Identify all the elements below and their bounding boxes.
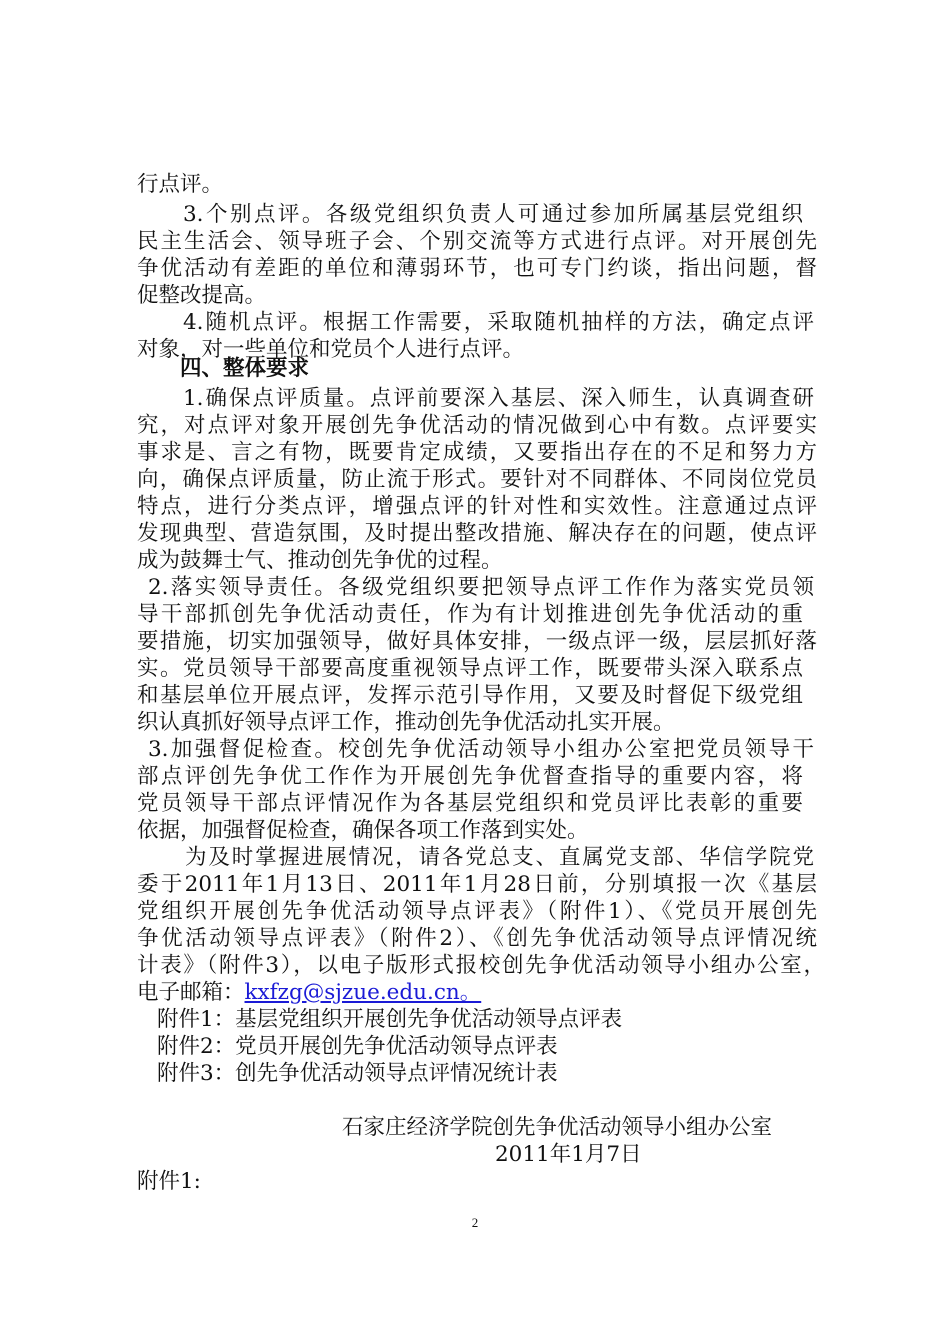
text-line: 对象，对一些单位和党员个人进行点评。	[137, 337, 525, 362]
text-line: 党员领导干部点评情况作为各基层党组织和党员评比表彰的重要	[137, 791, 803, 816]
text-line: 争优活动领导点评表》（附件2）、《创先争优活动领导点评情况统	[137, 926, 817, 951]
text-line: 1.确保点评质量。点评前要深入基层、深入师生，认真调查研	[183, 386, 814, 411]
text-line: 和基层单位开展点评，发挥示范引导作用，又要及时督促下级党组	[137, 683, 803, 708]
text-line: 行点评。	[137, 172, 224, 197]
text-line: 事求是、言之有物，既要肯定成绩，又要指出存在的不足和努力方	[137, 440, 817, 465]
text-line: 导干部抓创先争优活动责任，作为有计划推进创先争优活动的重	[137, 602, 803, 627]
text-line: 依据，加强督促检查，确保各项工作落到实处。	[137, 818, 589, 843]
text-line: 部点评创先争优工作作为开展创先争优督查指导的重要内容，将	[137, 764, 803, 789]
text-line: 2.落实领导责任。各级党组织要把领导点评工作作为落实党员领	[148, 575, 814, 600]
text-line: 织认真抓好领导点评工作，推动创先争优活动扎实开展。	[137, 710, 675, 735]
text-line: 要措施，切实加强领导，做好具体安排，一级点评一级，层层抓好落	[137, 629, 817, 654]
text-line: 民主生活会、领导班子会、个别交流等方式进行点评。对开展创先	[137, 229, 817, 254]
attachment-item: 附件1：基层党组织开展创先争优活动领导点评表	[157, 1007, 623, 1032]
attachment-item: 附件3：创先争优活动领导点评情况统计表	[157, 1061, 558, 1086]
text-line: 委于2011年1月13日、2011年1月28日前，分别填报一次《基层	[137, 872, 817, 897]
text-line: 成为鼓舞士气、推动创先争优的过程。	[137, 548, 503, 573]
attachment-item: 附件2：党员开展创先争优活动领导点评表	[157, 1034, 558, 1059]
text-line: 争优活动有差距的单位和薄弱环节，也可专门约谈，指出问题，督	[137, 256, 817, 281]
text-line: 向，确保点评质量，防止流于形式。要针对不同群体、不同岗位党员	[137, 467, 817, 492]
signature: 石家庄经济学院创先争优活动领导小组办公室	[342, 1115, 773, 1140]
text-line: 究，对点评对象开展创先争优活动的情况做到心中有数。点评要实	[137, 413, 817, 438]
email-line	[137, 979, 817, 1007]
email-link[interactable]: kxfzg@sjzue.edu.cn。	[244, 980, 482, 1005]
annex-label: 附件1:	[137, 1169, 201, 1194]
text-line: 促整改提高。	[137, 283, 267, 308]
text-line: 特点，进行分类点评，增强点评的针对性和实效性。注意通过点评	[137, 494, 817, 519]
text-line: 党组织开展创先争优活动领导点评表》（附件1）、《党员开展创先	[137, 899, 817, 924]
page-number: 2	[471, 1215, 479, 1230]
text-line: 计表》（附件3），以电子版形式报校创先争优活动领导小组办公室，	[137, 953, 825, 978]
text-line: 为及时掌握进展情况，请各党总支、直属党支部、华信学院党	[185, 845, 814, 870]
text-line: 3.个别点评。各级党组织负责人可通过参加所属基层党组织	[183, 202, 803, 227]
text-line: 3.加强督促检查。校创先争优活动领导小组办公室把党员领导干	[148, 737, 814, 762]
text-line: 实。党员领导干部要高度重视领导点评工作，既要带头深入联系点	[137, 656, 803, 681]
email-label: 电子邮箱：	[137, 980, 245, 1005]
signature-date: 2011年1月7日	[495, 1142, 642, 1167]
section-heading: 四、整体要求	[180, 356, 310, 381]
text-line: 发现典型、营造氛围，及时提出整改措施、解决存在的问题，使点评	[137, 521, 817, 546]
text-line: 4.随机点评。根据工作需要，采取随机抽样的方法，确定点评	[183, 310, 814, 335]
